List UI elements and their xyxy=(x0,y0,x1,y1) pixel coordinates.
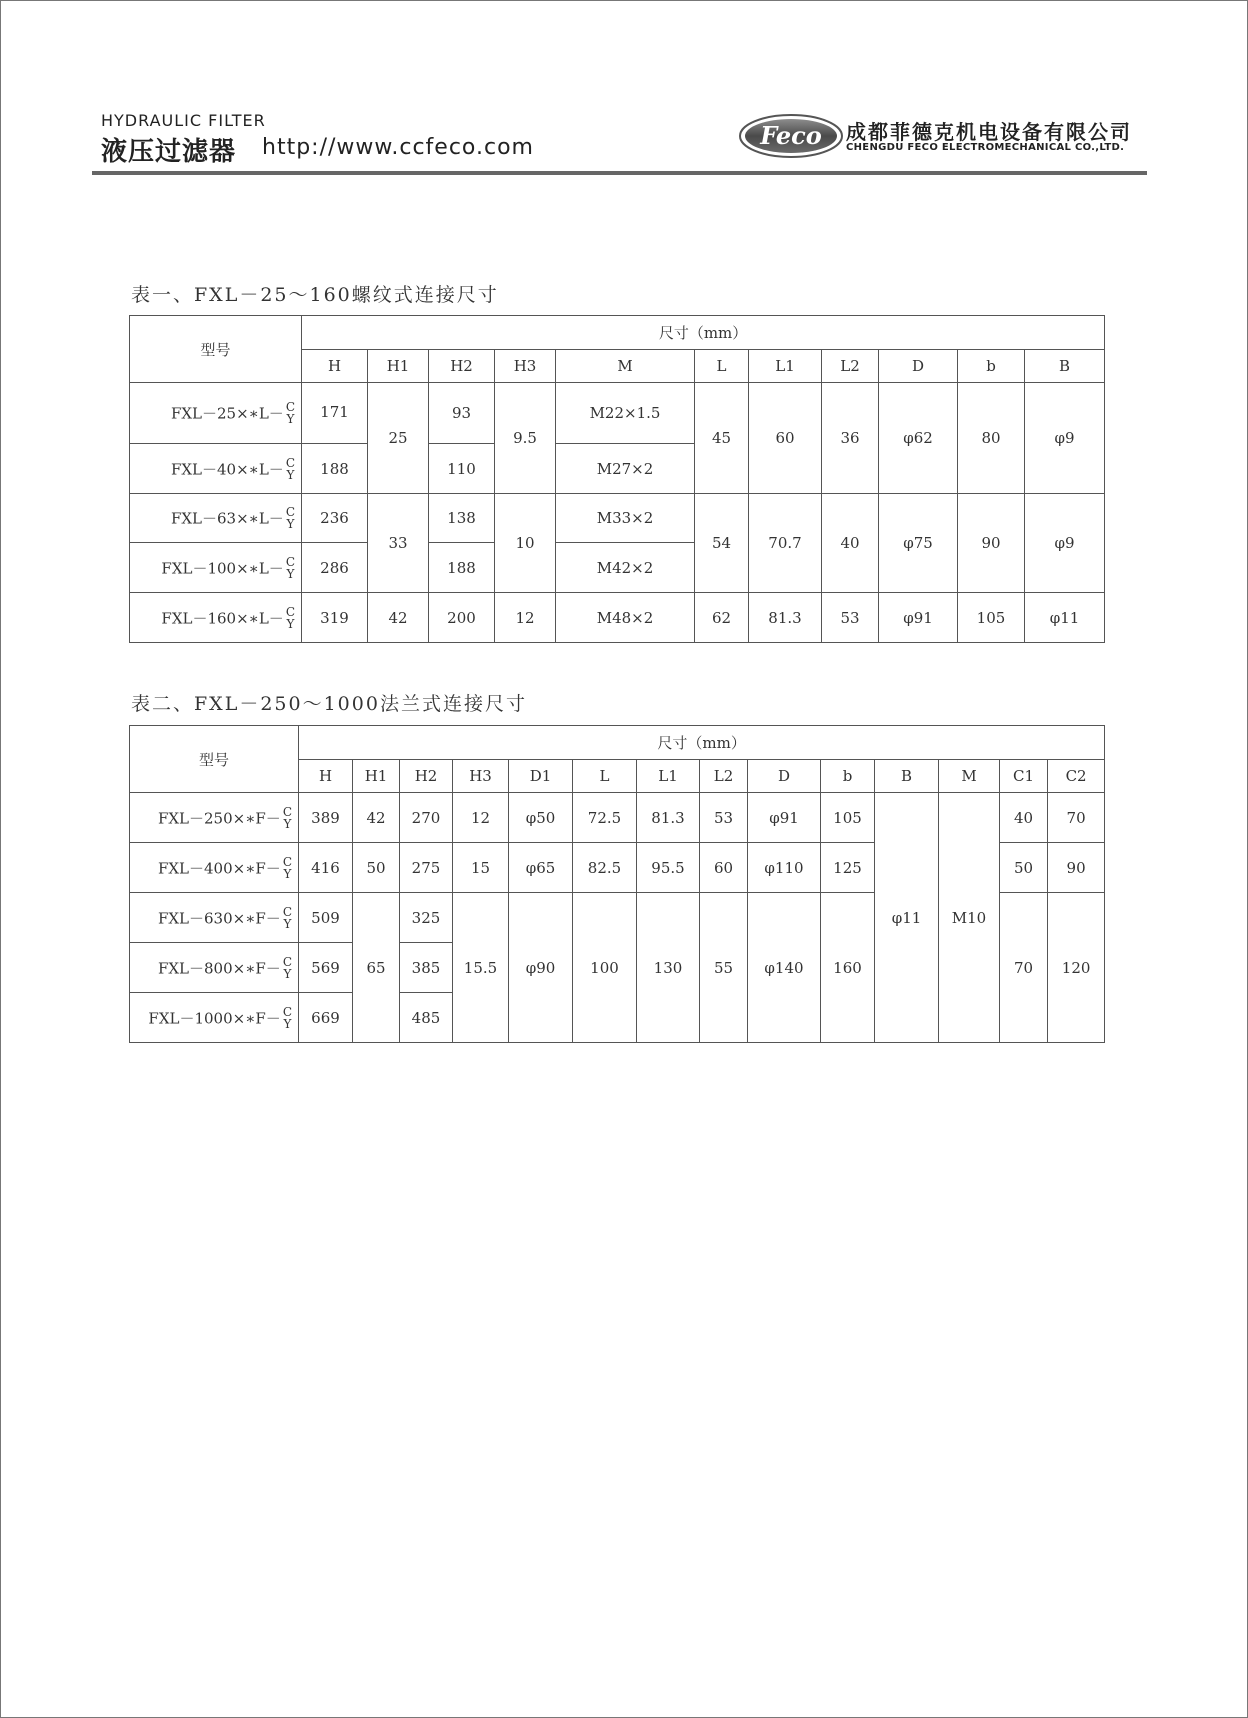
header-divider xyxy=(92,171,1147,175)
table2-cell: φ11 xyxy=(875,793,939,1043)
table2-cell: 81.3 xyxy=(637,793,700,843)
table2-title: 表二、FXL－250～1000法兰式连接尺寸 xyxy=(131,693,527,715)
table1-cell: φ9 xyxy=(1025,494,1105,593)
table1-cell: 110 xyxy=(429,444,495,494)
table1-cell: 45 xyxy=(695,383,749,494)
table2-col-header: D1 xyxy=(509,760,573,793)
table1-cell: 188 xyxy=(429,543,495,593)
table2-cell: φ50 xyxy=(509,793,573,843)
table1-model-cell xyxy=(130,494,302,543)
table1 xyxy=(129,315,1105,643)
table2-model-cell xyxy=(130,843,299,893)
table2-col-header: C2 xyxy=(1048,760,1105,793)
table1-cell: M48×2 xyxy=(556,593,695,643)
model-name: FXL－250×∗F－ xyxy=(157,809,281,827)
table2-cell: 55 xyxy=(700,893,748,1043)
table1-col-header: b xyxy=(958,350,1025,383)
table1-model-header: 型号 xyxy=(130,316,302,383)
table1-cell: φ11 xyxy=(1025,593,1105,643)
table2-cell: φ140 xyxy=(748,893,821,1043)
table2-cell: 53 xyxy=(700,793,748,843)
table2-col-header: D xyxy=(748,760,821,793)
model-suffix: C Y xyxy=(285,455,295,482)
model-suffix: C Y xyxy=(282,954,292,981)
table1-cell: M42×2 xyxy=(556,543,695,593)
model-name: FXL－400×∗F－ xyxy=(157,859,281,877)
table1-cell: 188 xyxy=(302,444,368,494)
table2-cell: 50 xyxy=(353,843,400,893)
table2-col-header: H xyxy=(299,760,353,793)
table2-cell: 160 xyxy=(821,893,875,1043)
table2-cell: 40 xyxy=(1000,793,1048,843)
feco-logo xyxy=(738,113,844,159)
table2-col-header: C1 xyxy=(1000,760,1048,793)
header-title-cn: 液压过滤器 xyxy=(101,137,237,167)
table2-col-header: L1 xyxy=(637,760,700,793)
table2-cell: 70 xyxy=(1048,793,1105,843)
table2-cell: 82.5 xyxy=(573,843,637,893)
table2-cell: φ91 xyxy=(748,793,821,843)
table1-cell: 138 xyxy=(429,494,495,543)
table1-cell: 93 xyxy=(429,383,495,444)
table1-cell: φ75 xyxy=(879,494,958,593)
table1-col-header: L1 xyxy=(749,350,822,383)
table2-cell: 416 xyxy=(299,843,353,893)
table1-dim-header: 尺寸（mm） xyxy=(302,316,1105,350)
company-name-cn: 成都菲德克机电设备有限公司 xyxy=(846,120,1132,144)
model-name: FXL－40×∗L－ xyxy=(170,460,284,478)
table2-model-cell xyxy=(130,893,299,943)
table2-cell: 569 xyxy=(299,943,353,993)
table1-cell: 80 xyxy=(958,383,1025,494)
table2-cell: 130 xyxy=(637,893,700,1043)
model-name: FXL－25×∗L－ xyxy=(170,404,284,423)
model-suffix: C Y xyxy=(282,904,292,931)
table2-model-cell xyxy=(130,793,299,843)
table1-cell: 36 xyxy=(822,383,879,494)
table1-cell: φ62 xyxy=(879,383,958,494)
table2-cell: 485 xyxy=(400,993,453,1043)
model-suffix: C Y xyxy=(285,554,295,581)
table2-cell: 325 xyxy=(400,893,453,943)
header-url[interactable]: http://www.ccfeco.com xyxy=(262,135,534,160)
table2-cell: 50 xyxy=(1000,843,1048,893)
model-suffix: C Y xyxy=(285,604,295,631)
table1-cell: 90 xyxy=(958,494,1025,593)
table2-cell: 125 xyxy=(821,843,875,893)
table1-model-cell xyxy=(130,543,302,593)
table2-cell: 100 xyxy=(573,893,637,1043)
table2-cell: 60 xyxy=(700,843,748,893)
table1-cell: 286 xyxy=(302,543,368,593)
table1-col-header: D xyxy=(879,350,958,383)
model-name: FXL－800×∗F－ xyxy=(157,959,281,977)
table1-col-header: L2 xyxy=(822,350,879,383)
table1-cell: 200 xyxy=(429,593,495,643)
table2-col-header: H1 xyxy=(353,760,400,793)
table2-cell: 42 xyxy=(353,793,400,843)
table2-cell: 15 xyxy=(453,843,509,893)
model-name: FXL－100×∗L－ xyxy=(161,559,284,577)
table1-cell: 54 xyxy=(695,494,749,593)
table2-cell: 95.5 xyxy=(637,843,700,893)
table2-model-cell xyxy=(130,993,299,1043)
table1-cell: M22×1.5 xyxy=(556,383,695,444)
table2-col-header: B xyxy=(875,760,939,793)
table1-cell: 53 xyxy=(822,593,879,643)
table2-cell: 15.5 xyxy=(453,893,509,1043)
table2-col-header: M xyxy=(939,760,1000,793)
table2-cell: 509 xyxy=(299,893,353,943)
model-suffix: C Y xyxy=(282,1004,292,1031)
model-suffix: C Y xyxy=(285,400,295,426)
table2-cell: φ110 xyxy=(748,843,821,893)
table2 xyxy=(129,725,1105,1043)
table2-cell: φ90 xyxy=(509,893,573,1043)
table2-cell: 275 xyxy=(400,843,453,893)
table2-cell: M10 xyxy=(939,793,1000,1043)
table2-col-header: H3 xyxy=(453,760,509,793)
table1-cell: 105 xyxy=(958,593,1025,643)
table2-cell: 270 xyxy=(400,793,453,843)
table2-col-header: b xyxy=(821,760,875,793)
model-name: FXL－160×∗L－ xyxy=(161,609,284,627)
table1-cell: M27×2 xyxy=(556,444,695,494)
table1-model-cell xyxy=(130,383,302,444)
model-suffix: C Y xyxy=(285,505,295,531)
table1-col-header: H xyxy=(302,350,368,383)
table1-cell: φ91 xyxy=(879,593,958,643)
logo-text: Feco xyxy=(760,121,822,150)
table2-col-header: H2 xyxy=(400,760,453,793)
model-name: FXL－1000×∗F－ xyxy=(148,1009,281,1027)
table1-cell: 12 xyxy=(495,593,556,643)
table2-cell: 12 xyxy=(453,793,509,843)
model-suffix: C Y xyxy=(282,804,292,831)
table1-cell: M33×2 xyxy=(556,494,695,543)
table1-cell: 171 xyxy=(302,383,368,444)
table2-cell: 70 xyxy=(1000,893,1048,1043)
table1-model-cell xyxy=(130,444,302,494)
model-name: FXL－63×∗L－ xyxy=(170,509,284,528)
table1-cell: 81.3 xyxy=(749,593,822,643)
table2-model-cell xyxy=(130,943,299,993)
table1-cell: 33 xyxy=(368,494,429,593)
table2-cell: 65 xyxy=(353,893,400,1043)
table1-cell: φ9 xyxy=(1025,383,1105,494)
table2-cell: 385 xyxy=(400,943,453,993)
table2-dim-header: 尺寸（mm） xyxy=(299,726,1105,760)
header-title-en: HYDRAULIC FILTER xyxy=(101,111,266,130)
table2-col-header: L xyxy=(573,760,637,793)
table2-cell: φ65 xyxy=(509,843,573,893)
table2-cell: 105 xyxy=(821,793,875,843)
table1-cell: 42 xyxy=(368,593,429,643)
table1-title: 表一、FXL－25～160螺纹式连接尺寸 xyxy=(131,284,499,306)
table1-cell: 10 xyxy=(495,494,556,593)
table1-col-header: L xyxy=(695,350,749,383)
table2-cell: 389 xyxy=(299,793,353,843)
table1-cell: 40 xyxy=(822,494,879,593)
table1-cell: 236 xyxy=(302,494,368,543)
table1-cell: 70.7 xyxy=(749,494,822,593)
table1-col-header: M xyxy=(556,350,695,383)
table1-col-header: H3 xyxy=(495,350,556,383)
table2-model-header: 型号 xyxy=(130,726,299,793)
table2-cell: 120 xyxy=(1048,893,1105,1043)
table2-cell: 72.5 xyxy=(573,793,637,843)
table1-model-cell xyxy=(130,593,302,643)
table2-cell: 90 xyxy=(1048,843,1105,893)
company-name-en: CHENGDU FECO ELECTROMECHANICAL CO.,LTD. xyxy=(846,142,1125,153)
table1-col-header: H1 xyxy=(368,350,429,383)
table1-cell: 319 xyxy=(302,593,368,643)
table1-col-header: H2 xyxy=(429,350,495,383)
table1-cell: 62 xyxy=(695,593,749,643)
table1-cell: 9.5 xyxy=(495,383,556,494)
table2-col-header: L2 xyxy=(700,760,748,793)
model-suffix: C Y xyxy=(282,854,292,881)
table1-cell: 25 xyxy=(368,383,429,494)
model-name: FXL－630×∗F－ xyxy=(157,909,281,927)
table1-cell: 60 xyxy=(749,383,822,494)
table2-cell: 669 xyxy=(299,993,353,1043)
table1-col-header: B xyxy=(1025,350,1105,383)
